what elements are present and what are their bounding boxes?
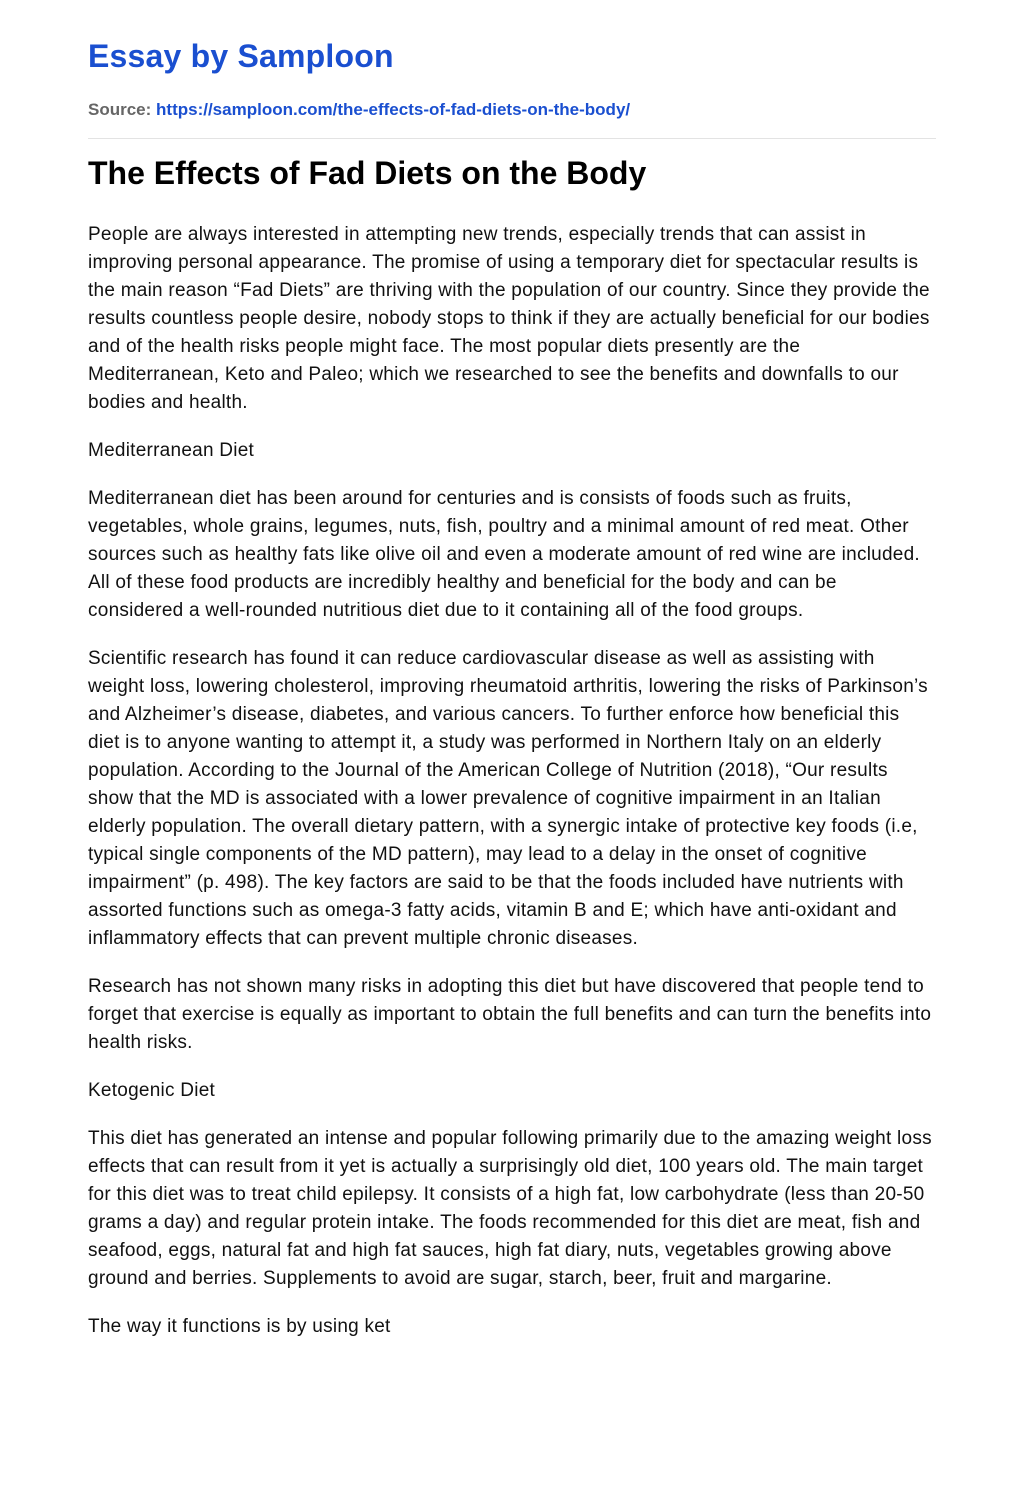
section-heading-ketogenic: Ketogenic Diet bbox=[88, 1080, 216, 1101]
essay-page bbox=[88, 0, 936, 1361]
divider bbox=[88, 138, 936, 139]
paragraph: Scientific research has found it can reduce cardiovascular disease as well as assisting with weight loss, lowering cholesterol, improving rheumatoid arthritis, lowering the risks of Parkinson’s and Alzheimer’s disease, diabetes, and various cancers. To further enforce how beneficial this diet is to anyone wanting to attempt it, a study was performed in Northern Italy on an elderly population. According to the Journal of the American College of Nutrition (2018), “Our results show that the MD is associated with a lower prevalence of cognitive impairment in an Italian elderly population. The overall dietary pattern, with a synergic intake of protective key foods (i.e, typical single components of the MD pattern), may lead to a delay in the onset of cognitive impairment” (p. 498). The key factors are said to be that the foods included have nutrients with assorted functions such as omega-3 fatty acids, vitamin B and E; which have anti-oxidant and inflammatory effects that can prevent multiple chronic diseases. bbox=[88, 648, 928, 949]
paragraph: Mediterranean diet has been around for centuries and is consists of foods such as fruits, vegetables, whole grains, legumes, nuts, fish, poultry and a minimal amount of red meat. Other sources such as healthy fats like olive oil and even a moderate amount of red wine are included. All of these food products are incredibly healthy and beneficial for the body and can be considered a well-rounded nutritious diet due to it containing all of the food groups. bbox=[88, 488, 920, 621]
brand-title: Essay by Samploon bbox=[88, 38, 394, 74]
paragraph: This diet has generated an intense and popular following primarily due to the amazing weight loss effects that can result from it yet is actually a surprisingly old diet, 100 years old. The main target for this diet was to treat child epilepsy. It consists of a high fat, low carbohydrate (less than 20-50 grams a day) and regular protein intake. The foods recommended for this diet are meat, fish and seafood, eggs, natural fat and high fat sauces, high fat diary, nuts, vegetables growing above ground and berries. Supplements to avoid are sugar, starch, beer, fruit and margarine. bbox=[88, 1128, 932, 1289]
source-link[interactable]: https://samploon.com/the-effects-of-fad-diets-on-the-body/ bbox=[156, 100, 631, 119]
source-line bbox=[88, 98, 936, 122]
source-label: Source: bbox=[88, 100, 152, 119]
page-title: The Effects of Fad Diets on the Body bbox=[88, 155, 647, 191]
paragraph: Research has not shown many risks in adopting this diet but have discovered that people tend to forget that exercise is equally as important to obtain the full benefits and can turn the benefits into health risks. bbox=[88, 976, 932, 1053]
paragraph-truncated: The way it functions is by using ket bbox=[88, 1316, 391, 1337]
essay-body bbox=[88, 221, 936, 1341]
paragraph-intro: People are always interested in attempting new trends, especially trends that can assist in improving personal appearance. The promise of using a temporary diet for spectacular results is the main reason “Fad Diets” are thriving with the population of our country. Since they provide the results countless people desire, nobody stops to think if they are actually beneficial for our bodies and of the health risks people might face. The most popular diets presently are the Mediterranean, Keto and Paleo; which we researched to see the benefits and downfalls to our bodies and health. bbox=[88, 224, 930, 413]
section-heading-mediterranean: Mediterranean Diet bbox=[88, 440, 255, 461]
